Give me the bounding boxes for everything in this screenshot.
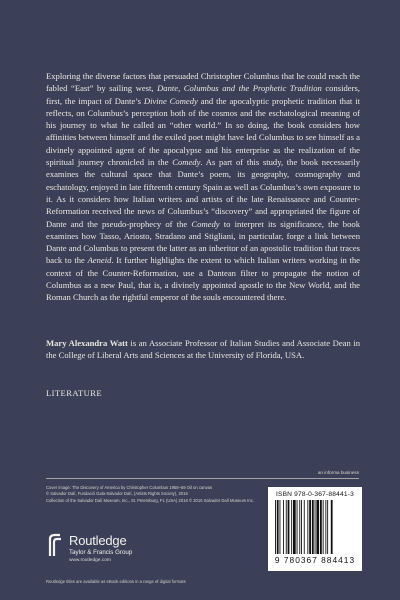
description-text: to interpret its significance, the book examines how Tasso, Ariosto, Stradano and Stigliani, in particular, forge a link between Dante and Columbus to present the latter as an inheritor of an apostolic tradition that traces back to the xyxy=(46,218,360,266)
italic-title: Comedy xyxy=(172,157,201,168)
cover-credits xyxy=(46,485,306,504)
italic-title: Comedy xyxy=(191,218,220,229)
credit-line: © Salvador Dalí, Fundació Gala-Salvador Dalí, (Artists Rights Society), 2016 xyxy=(46,491,188,497)
publisher-group: Taylor & Francis Group xyxy=(69,549,133,556)
description-text: and the apocalyptic prophetic tradition that it reflects, on Columbus’s perception both of the cosmos and the eschatological meaning of his journey to what he called an “other world.” In so doing, the book considers how affinities between himself and the exiled poet might have led Columbus to see himself as a divinely appointed agent of the apocalypse and his enterprise as the realization of the spiritual journey chronicled in the xyxy=(46,95,360,168)
publisher-name: Routledge xyxy=(69,533,127,548)
publisher-url: www.routledge.com xyxy=(69,558,111,563)
book-description xyxy=(46,70,360,304)
ebook-note: Routledge titles are available as eBook editions in a range of digital formats xyxy=(46,579,186,584)
italic-title: Aeneid xyxy=(87,255,112,266)
divider xyxy=(46,478,359,479)
barcode-digits: 9 780367 884413 xyxy=(274,555,356,565)
credit-line: Collection of the Salvador Dalí Museum, Inc., St. Petersburg, FL (USA) 2016 © 2016 Salvador Dalí Museum Inc. xyxy=(46,497,254,503)
subject-category: LITERATURE xyxy=(46,388,103,398)
author-bio-text: is an Associate Professor of Italian Studies and Associate Dean in the College of Liberal Arts and Sciences at the University of Florida, USA. xyxy=(46,338,361,361)
isbn-label: ISBN 978-0-367-88441-3 xyxy=(275,491,355,498)
description-text: Exploring the diverse factors that persuaded Christopher Columbus that he could reach the fabled “East” by sailing west, xyxy=(46,71,360,94)
barcode-bars xyxy=(274,500,356,554)
informa-tagline: an informa business xyxy=(317,470,359,475)
barcode xyxy=(268,487,362,571)
author-bio xyxy=(46,337,360,362)
routledge-logo-icon xyxy=(47,533,64,557)
credit-line: Cover image: The Discovery of America by Christopher Columbus 1958–59 Oil on canvas xyxy=(46,485,213,490)
italic-title: Divine Comedy xyxy=(143,95,198,106)
publisher-logo xyxy=(47,533,177,567)
description-paragraph xyxy=(46,70,360,304)
author-name: Mary Alexandra Watt xyxy=(46,338,128,348)
description-text: . As part of this study, the book necessarily examines the cultural space that Dante’s poem, its geography, cosmography and eschatology, enjoyed in late fifteenth century Spain as well as Columbus’s own exposure to it. As it considers how Italian writers and artists of the late Renaissance and Counter-Reformation received the news of Columbus’s “discovery” and appropriated the figure of Dante and the pseudo-prophecy of the xyxy=(46,157,360,229)
description-text: considers, first, the impact of Dante’s xyxy=(46,83,360,106)
description-text: . It further highlights the extent to which Italian writers working in the context of the Counter-Reformation, use a Dantean filter to propagate the notion of Columbus as a new Paul, that is, a divinely appointed apostle to the New World, and the Roman Church as the rightful emperor of the souls encountered there. xyxy=(46,255,360,303)
italic-title: Dante, Columbus and the Prophetic Tradition xyxy=(157,83,322,94)
